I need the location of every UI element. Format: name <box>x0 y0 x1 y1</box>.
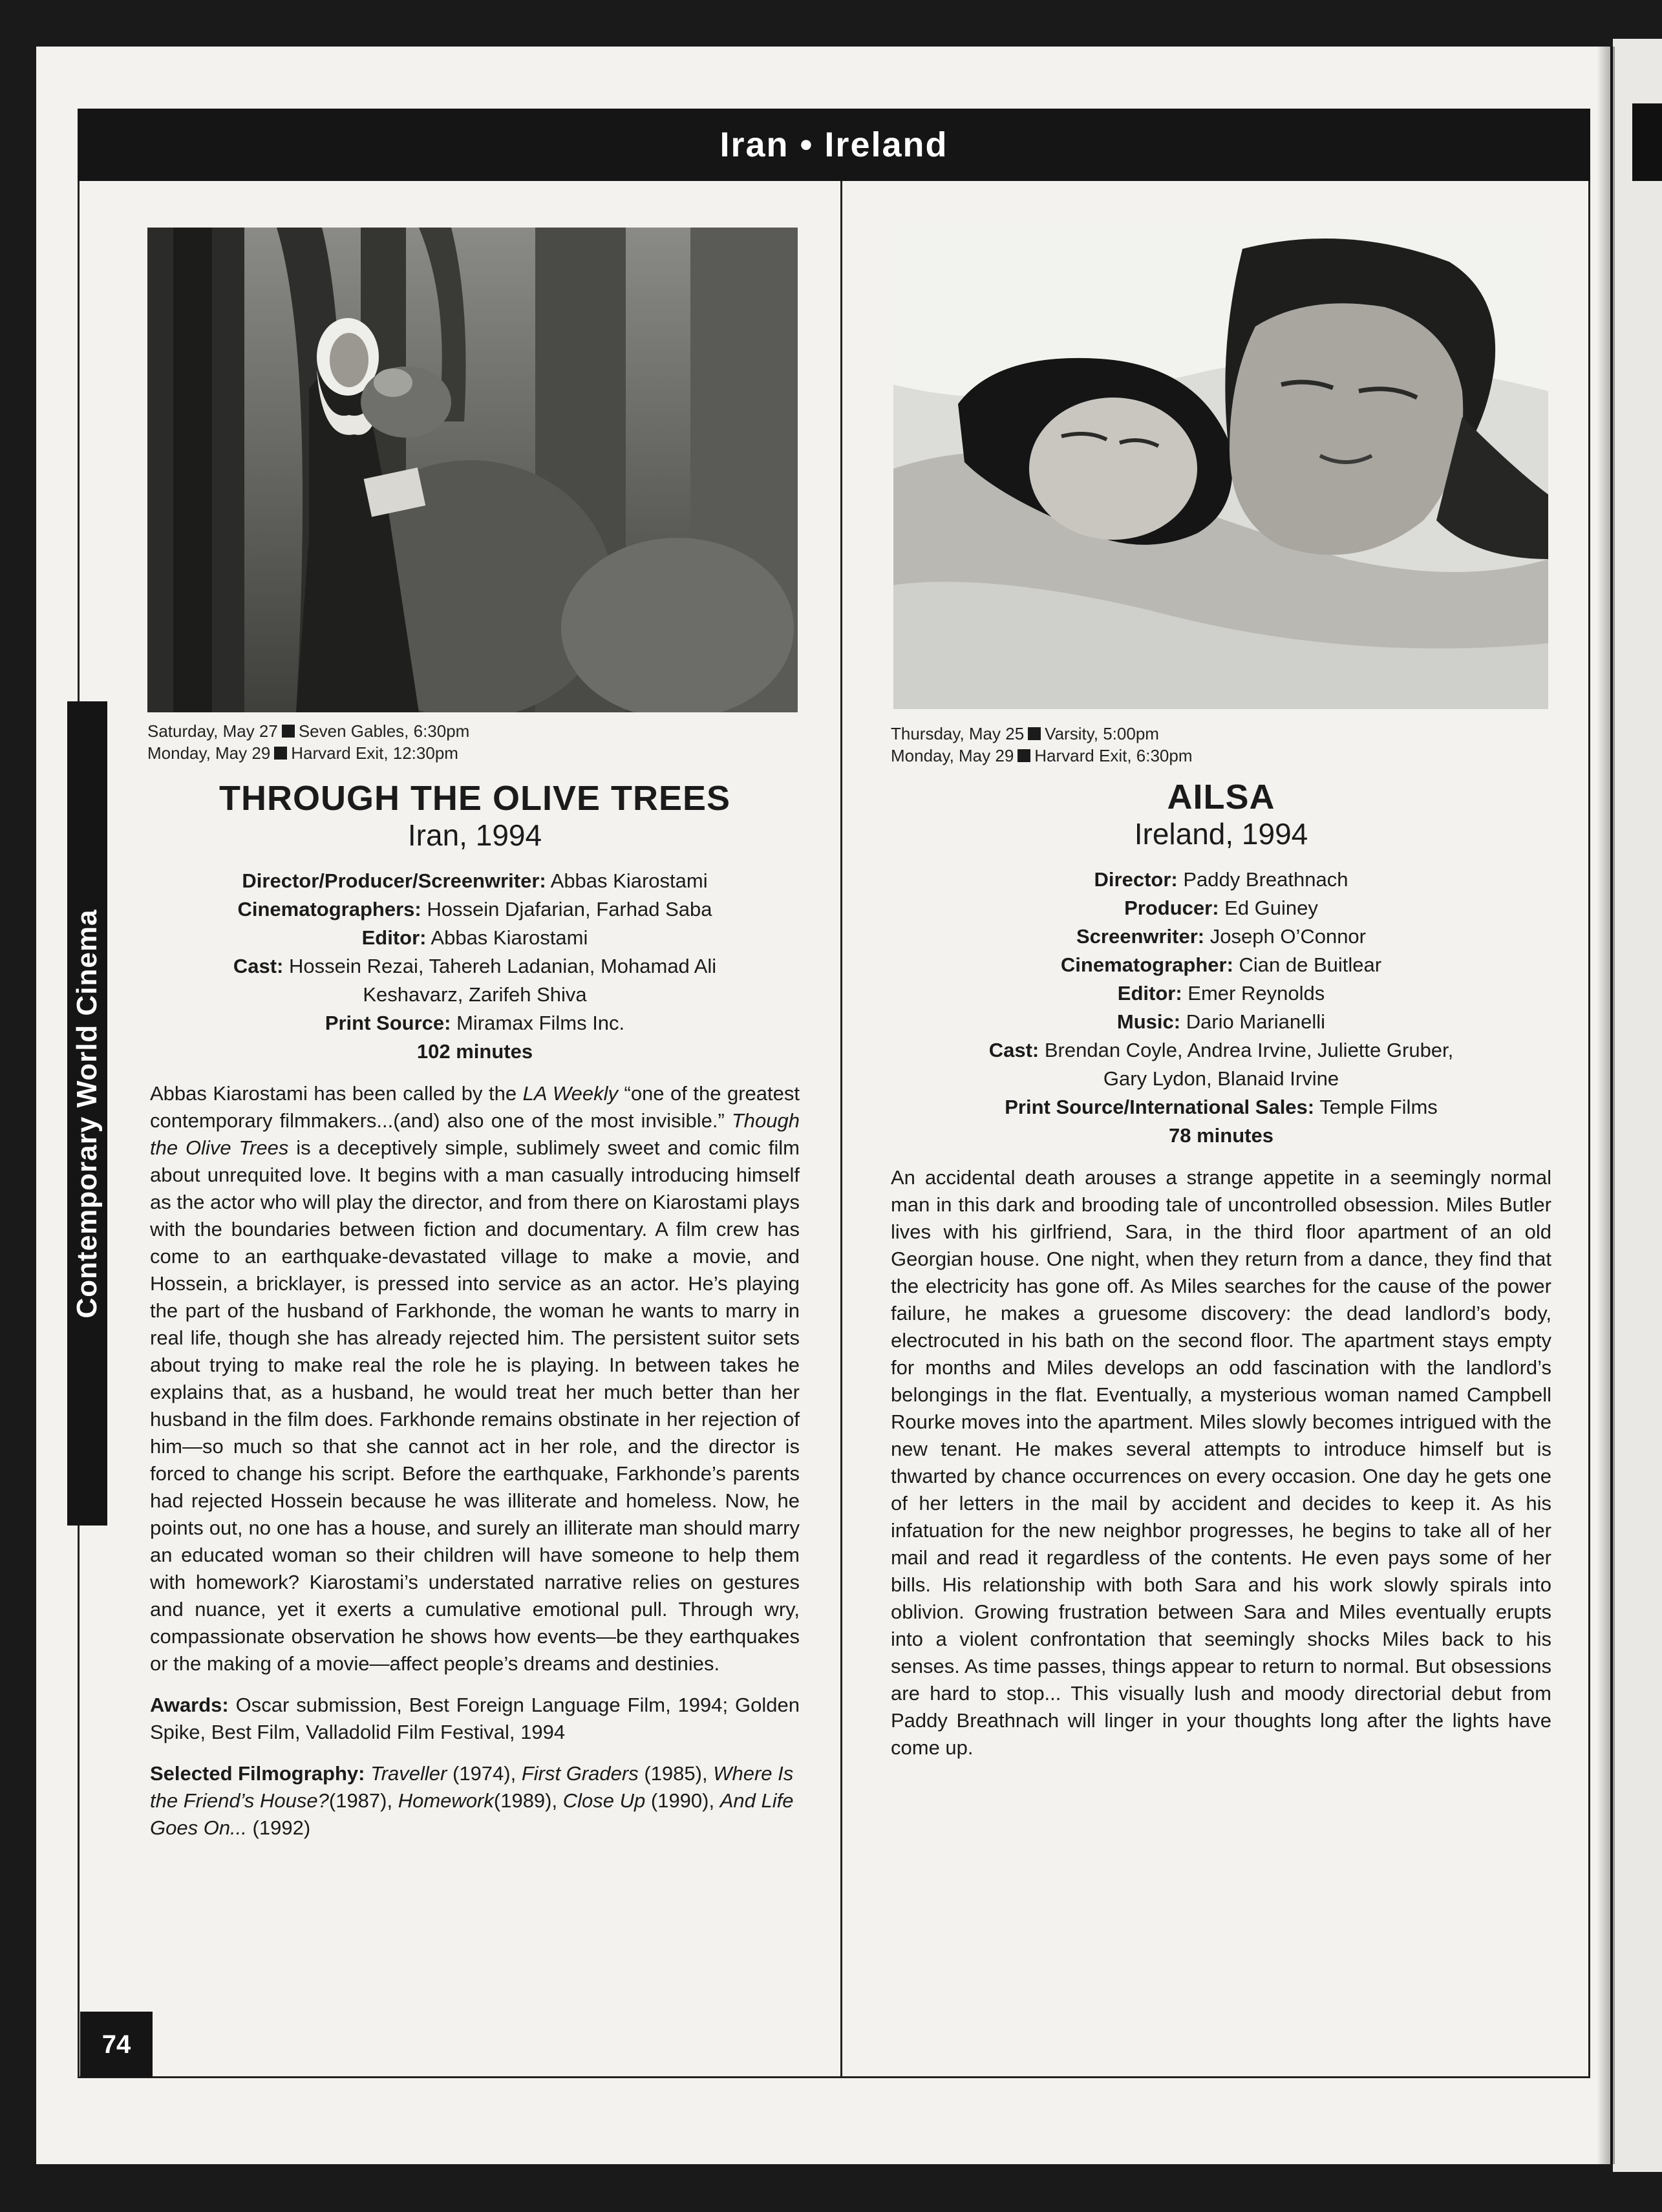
showtime-row: Monday, May 29 Harvard Exit, 6:30pm <box>891 746 1193 765</box>
credit-line: Print Source/International Sales: Temple Films <box>1005 1096 1438 1118</box>
film-title: AILSA <box>1167 778 1275 816</box>
film-still-olive-trees <box>147 228 798 712</box>
showtimes-olive-trees <box>147 720 469 764</box>
showtime-row: Saturday, May 27 Seven Gables, 6:30pm <box>147 721 470 741</box>
credit-line: Editor: Abbas Kiarostami <box>361 926 588 949</box>
film-entry-olive-trees <box>150 779 800 1842</box>
film-country-year: Iran, 1994 <box>407 818 542 852</box>
film-awards: Awards: Oscar submission, Best Foreign Language Film, 1994; Golden Spike, Best Film, Valladolid Film Festival, 1994 <box>150 1694 800 1743</box>
credit-line: Producer: Ed Guiney <box>1124 897 1318 919</box>
film-synopsis: Abbas Kiarostami has been called by the LA Weekly “one of the greatest contemporary filmmakers...(and) also one of the most invisible.” Though the Olive Trees is a deceptively simple, sublimely sweet and comic film about unrequited love. It begins with a man casually introducing himself as the actor who will play the director, and from there on Kiarostami plays with the boundaries between fiction and documentary. A film crew has come to an earthquake-devastated village to make a movie, and Hossein, a bricklayer, is pressed into service as an actor. He’s playing the part of the husband of Farkhonde, the woman he wants to marry in real life, though she has already rejected him. The persistent suitor sets about trying to make real the role he is playing. In between takes he explains that, as a husband, he would treat her much better than her husband in the film does. Farkhonde remains obstinate in her rejection of him—so much so that she cannot act in her role, and the director is forced to change his script. Before the earthquake, Farkhonde’s parents had rejected Hossein because he was illiterate and homeless. Now, he points out, no one has a house, and surely an illiterate man should marry an educated woman so their children will have someone to help them with homework? Kiarostami’s understated narrative relies on gestures and nuance, yet it exerts a cumulative emotional pull. Through wry, compassionate observation he shows how events—be they earthquakes or the making of a movie—affect people’s dreams and destinies. <box>150 1082 800 1675</box>
bullet-square-icon <box>282 725 295 738</box>
side-tab-label: Contemporary World Cinema <box>71 909 103 1318</box>
film-runtime: 78 minutes <box>1169 1124 1273 1147</box>
column-divider <box>840 181 842 2078</box>
bullet-square-icon <box>274 747 287 760</box>
showtimes-ailsa <box>891 723 1193 767</box>
gutter-shadow <box>1597 47 1615 2164</box>
credit-line: Cast: Brendan Coyle, Andrea Irvine, Juliette Gruber, Gary Lydon, Blanaid Irvine <box>988 1039 1454 1090</box>
film-title: THROUGH THE OLIVE TREES <box>218 779 731 818</box>
page-number: 74 <box>80 2012 153 2078</box>
section-side-tab <box>67 701 107 1526</box>
credit-line: Editor: Emer Reynolds <box>1117 982 1325 1005</box>
showtime-row: Thursday, May 25 Varsity, 5:00pm <box>891 724 1159 743</box>
film-still-ailsa <box>893 223 1548 709</box>
film-credits <box>891 866 1551 1122</box>
film-synopsis: An accidental death arouses a strange appetite in a seemingly normal man in this dark and brooding tale of uncontrolled obsession. Miles Butler lives with his girlfriend, Sara, in the third floor apartment of an old Georgian house. One night, when they return from a dance, they find that the electricity has gone off. As Miles searches for the cause of the power failure, he makes a gruesome discovery: the dead landlord’s body, electrocuted in his bath on the second floor. The apartment stays empty for months and Miles develops an odd fascination with the landlord’s belongings in the flat. Eventually, a mysterious woman named Campbell Rourke moves into the apartment. Miles slowly becomes intrigued with the new tenant. He makes several attempts to introduce himself but is thwarted by chance occurrences on every occasion. One day he gets one of her letters in the mail by accident and decides to keep it. As his infatuation for the new neighbor progresses, he begins to take all of her mail and read it regardless of the contents. He even pays some of her bills. His relationship with both Sara and his work slowly spirals into oblivion. Growing frustration between Sara and Miles eventually erupts into a violent confrontation that seemingly shocks Miles back to his senses. As time passes, things appear to return to normal. But obsessions are hard to stop... This visually lush and moody directorial debut from Paddy Breathnach will linger in your thoughts long after the lights have come up. <box>891 1166 1551 1759</box>
credit-line: Director/Producer/Screenwriter: Abbas Kiarostami <box>242 869 708 892</box>
showtime-row: Monday, May 29 Harvard Exit, 12:30pm <box>147 743 458 763</box>
film-credits <box>150 867 800 1037</box>
bullet-square-icon <box>1017 749 1030 762</box>
film-filmography: Selected Filmography: Traveller (1974), First Graders (1985), Where Is the Friend’s House?(1987), Homework(1989), Close Up (1990), And Life Goes On... (1992) <box>150 1762 794 1839</box>
film-country-year: Ireland, 1994 <box>1134 817 1308 851</box>
bullet-square-icon <box>1028 727 1041 740</box>
adjacent-page-edge <box>1613 39 1662 2172</box>
credit-line: Screenwriter: Joseph O’Connor <box>1076 925 1366 948</box>
credit-line: Cinematographer: Cian de Buitlear <box>1060 953 1382 976</box>
credit-line: Print Source: Miramax Films Inc. <box>325 1012 625 1034</box>
credit-line: Cast: Hossein Rezai, Tahereh Ladanian, Mohamad Ali Keshavarz, Zarifeh Shiva <box>233 955 717 1006</box>
film-runtime: 102 minutes <box>416 1040 533 1063</box>
credit-line: Cinematographers: Hossein Djafarian, Farhad Saba <box>237 898 712 920</box>
credit-line: Music: Dario Marianelli <box>1116 1010 1326 1033</box>
section-banner: Iran • Ireland <box>78 109 1590 181</box>
film-entry-ailsa <box>891 778 1551 1761</box>
credit-line: Director: Paddy Breathnach <box>1094 868 1348 891</box>
